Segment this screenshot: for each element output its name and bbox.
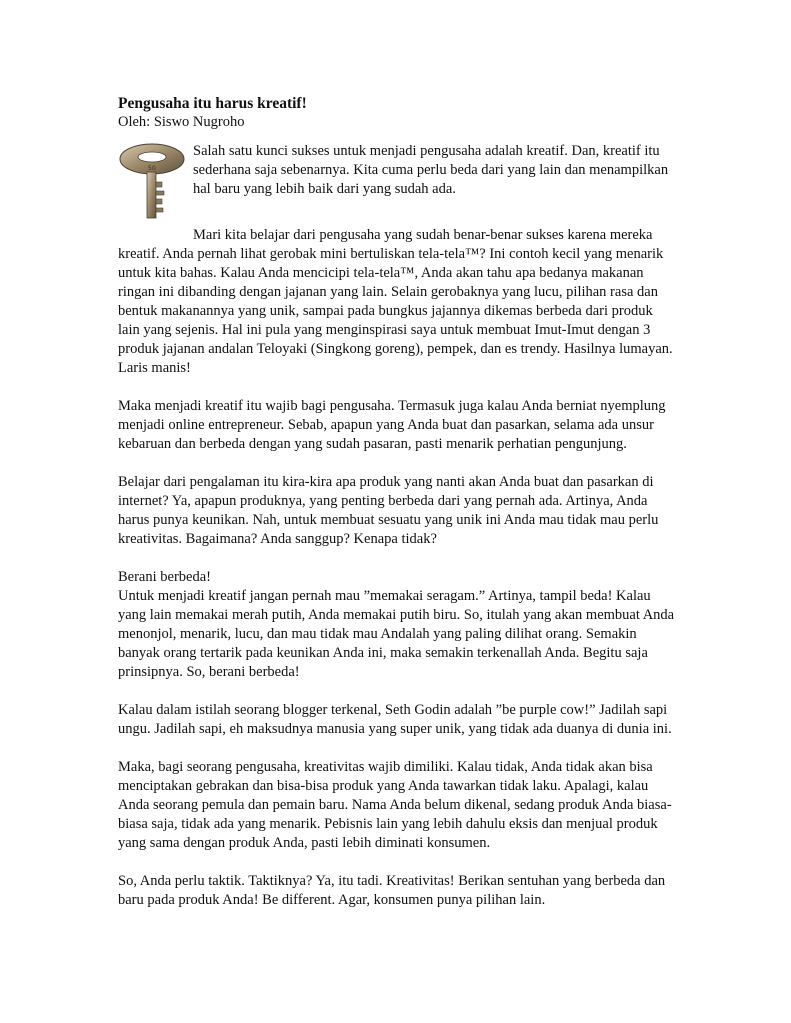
paragraph: Maka menjadi kreatif itu wajib bagi pengusaha. Termasuk juga kalau Anda berniat nyemplung menjadi online entrepreneur. Sebab, apapun yang Anda buat dan pasarkan, selama ada unsur kebaruan dan berbeda dengan yang sudah pasaran, pasti menarik perhatian pengunjung. [118, 398, 666, 452]
section-heading: Berani berbeda! [118, 569, 211, 585]
paragraph: So, Anda perlu taktik. Taktiknya? Ya, itu tadi. Kreativitas! Berikan sentuhan yang berbeda dan baru pada produk Anda! Be different. Agar, konsumen punya pilihan lain. [118, 873, 666, 908]
paragraph: Maka, bagi seorang pengusaha, kreativitas wajib dimiliki. Kalau tidak, Anda tidak akan bisa menciptakan gebrakan dan bisa-bisa produk yang Anda tawarkan tidak laku. Apalagi, kalau Anda seorang pemula dan pemain baru. Nama Anda belum dikenal, sedang produk Anda biasa-biasa saja, tidak ada yang menarik. Pebisnis lain yang lebih dahulu eksis dan menjual produk yang sama dengan produk Anda, pasti lebih diminati konsumen. [118, 759, 672, 851]
article-title: Pengusaha itu harus kreatif! [118, 95, 307, 112]
key-icon [118, 142, 188, 220]
svg-text:50: 50 [148, 165, 156, 172]
paragraph: Belajar dari pengalaman itu kira-kira apa produk yang nanti akan Anda buat dan pasarkan di internet? Ya, apapun produknya, yang penting berbeda dari yang pernah ada. Artinya, Anda harus punya keunikan. Nah, untuk membuat sesuatu yang unik ini Anda mau tidak mau perlu kreativitas. Bagaimana? Anda sanggup? Kenapa tidak? [118, 474, 659, 547]
paragraph: Kalau dalam istilah seorang blogger terkenal, Seth Godin adalah ”be purple cow!” Jadilah sapi ungu. Jadilah sapi, eh maksudnya manusia yang super unik, yang tidak ada duanya di dunia ini. [118, 702, 672, 737]
intro-block [118, 142, 678, 220]
intro-paragraph: Salah satu kunci sukses untuk menjadi pengusaha adalah kreatif. Dan, kreatif itu sederhana saja sebenarnya. Kita cuma perlu beda dari yang lain dan menampilkan hal baru yang lebih baik dari yang sudah ada. [193, 143, 669, 197]
paragraph: Untuk menjadi kreatif jangan pernah mau ”memakai seragam.” Artinya, tampil beda! Kalau yang lain memakai merah putih, Anda memakai putih biru. So, itulah yang akan membuat Anda menonjol, menarik, lucu, dan mau tidak mau Andalah yang paling dilihat orang. Semakin banyak orang tertarik pada keunikan Anda ini, maka semakin terkenallah Anda. Begitu saja prinsipnya. So, berani berbeda! [118, 588, 675, 680]
article-author: Oleh: Siswo Nugroho [118, 114, 245, 130]
article [118, 95, 678, 910]
paragraph: Mari kita belajar dari pengusaha yang sudah benar-benar sukses karena mereka kreatif. Anda pernah lihat gerobak mini bertuliskan tela-tela™? Ini contoh kecil yang menarik untuk kita bahas. Kalau Anda mencicipi tela-tela™, Anda akan tahu apa bedanya makanan ringan ini dibanding dengan jajanan yang lain. Selain gerobaknya yang lucu, pilihan rasa dan bentuk makanannya yang unik, sampai pada bungkus jajannya dikemas berbeda dari produk lain yang sejenis. Hal ini pula yang menginspirasi saya untuk membuat Imut-Imut dengan 3 produk jajanan andalan Teloyaki (Singkong goreng), pempek, dan es trendy. Hasilnya lumayan. Laris manis! [118, 227, 673, 376]
